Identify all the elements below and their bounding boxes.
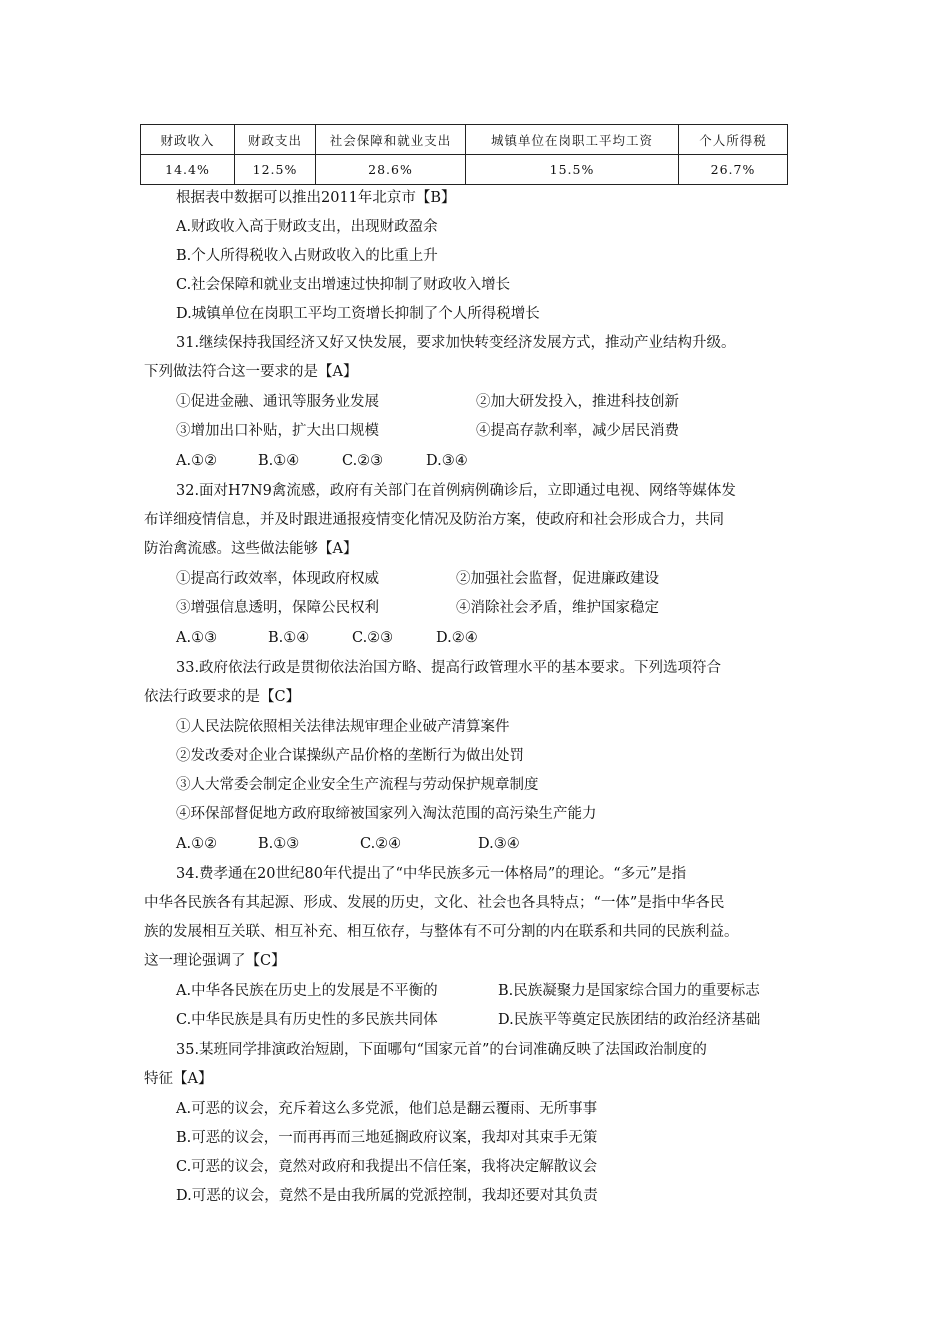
question-stem: 中华各民族各有其起源、形成、发展的历史，文化、社会也各具特点；“一体”是指中华各民 xyxy=(144,895,725,911)
question-stem: 族的发展相互关联、相互补充、相互依存，与整体有不可分割的内在联系和共同的民族利益。 xyxy=(144,924,739,940)
table-cell: 26.7% xyxy=(679,155,788,185)
answer-option: B.民族凝聚力是国家综合国力的重要标志 xyxy=(498,983,760,999)
question-stem: 特征【A】 xyxy=(144,1071,213,1087)
question-stem: 35.某班同学排演政治短剧，下面哪句“国家元首”的台词准确反映了法国政治制度的 xyxy=(176,1042,707,1058)
question-stem: 34.费孝通在20世纪80年代提出了“中华民族多元一体格局”的理论。“多元”是指 xyxy=(176,866,687,882)
answer-option: D.可恶的议会，竟然不是由我所属的党派控制，我却还要对其负责 xyxy=(176,1188,598,1204)
answer-option: A.中华各民族在历史上的发展是不平衡的 xyxy=(176,983,438,999)
statement-item: ③增加出口补贴，扩大出口规模 xyxy=(176,423,379,439)
answer-option: C.可恶的议会，竟然对政府和我提出不信任案，我将决定解散议会 xyxy=(176,1159,598,1175)
answer-choice: C.②③ xyxy=(352,630,394,646)
statement-item: ③人大常委会制定企业安全生产流程与劳动保护规章制度 xyxy=(176,777,539,793)
answer-choice: C.②③ xyxy=(342,453,384,469)
answer-choice: D.③④ xyxy=(426,453,468,469)
answer-option: B.个人所得税收入占财政收入的比重上升 xyxy=(176,248,438,264)
statement-item: ①促进金融、通讯等服务业发展 xyxy=(176,394,379,410)
table-header-row xyxy=(141,125,788,155)
answer-choice: A.①② xyxy=(176,836,218,852)
statement-item: ②加大研发投入，推进科技创新 xyxy=(476,394,679,410)
answer-option: C.社会保障和就业支出增速过快抑制了财政收入增长 xyxy=(176,277,511,293)
question-stem: 下列做法符合这一要求的是【A】 xyxy=(144,364,358,380)
table-header-cell: 财政支出 xyxy=(235,125,316,155)
answer-choice: A.①② xyxy=(176,453,218,469)
answer-option: D.城镇单位在岗职工平均工资增长抑制了个人所得税增长 xyxy=(176,306,540,322)
answer-choice: D.②④ xyxy=(436,630,478,646)
question-stem: 布详细疫情信息，并及时跟进通报疫情变化情况及防治方案，使政府和社会形成合力，共同 xyxy=(144,512,724,528)
table-row xyxy=(141,155,788,185)
answer-choice: A.①③ xyxy=(176,630,218,646)
question-stem: 防治禽流感。这些做法能够【A】 xyxy=(144,541,358,557)
statement-item: ④消除社会矛盾，维护国家稳定 xyxy=(456,600,659,616)
statement-item: ①人民法院依照相关法律法规审理企业破产清算案件 xyxy=(176,719,510,735)
table-header-cell: 社会保障和就业支出 xyxy=(316,125,466,155)
answer-option: D.民族平等奠定民族团结的政治经济基础 xyxy=(498,1012,761,1028)
statement-item: ①提高行政效率，体现政府权威 xyxy=(176,571,379,587)
answer-option: A.财政收入高于财政支出，出现财政盈余 xyxy=(176,219,438,235)
table-header-cell: 财政收入 xyxy=(141,125,235,155)
statement-item: ②发改委对企业合谋操纵产品价格的垄断行为做出处罚 xyxy=(176,748,524,764)
answer-option: B.可恶的议会，一而再再而三地延搁政府议案，我却对其束手无策 xyxy=(176,1130,598,1146)
question-stem: 31.继续保持我国经济又好又快发展，要求加快转变经济发展方式，推动产业结构升级。 xyxy=(176,335,736,351)
statistics-table xyxy=(140,124,788,185)
statement-item: ③增强信息透明，保障公民权利 xyxy=(176,600,379,616)
question-stem: 33.政府依法行政是贯彻依法治国方略、提高行政管理水平的基本要求。下列选项符合 xyxy=(176,660,722,676)
question-stem: 这一理论强调了【C】 xyxy=(144,953,286,969)
answer-choice: C.②④ xyxy=(360,836,402,852)
answer-option: C.中华民族是具有历史性的多民族共同体 xyxy=(176,1012,438,1028)
question-stem: 32.面对H7N9禽流感，政府有关部门在首例病例确诊后，立即通过电视、网络等媒体发 xyxy=(176,483,736,499)
answer-choice: D.③④ xyxy=(478,836,520,852)
statement-item: ④环保部督促地方政府取缔被国家列入淘汰范围的高污染生产能力 xyxy=(176,806,597,822)
question-stem: 依法行政要求的是【C】 xyxy=(144,689,301,705)
table-header-cell: 个人所得税 xyxy=(679,125,788,155)
answer-option: A.可恶的议会，充斥着这么多党派，他们总是翻云覆雨、无所事事 xyxy=(176,1101,598,1117)
table-cell: 28.6% xyxy=(316,155,466,185)
statement-item: ④提高存款利率，减少居民消费 xyxy=(476,423,679,439)
statement-item: ②加强社会监督，促进廉政建设 xyxy=(456,571,659,587)
table-cell: 15.5% xyxy=(466,155,679,185)
table-cell: 12.5% xyxy=(235,155,316,185)
table-header-cell: 城镇单位在岗职工平均工资 xyxy=(466,125,679,155)
answer-choice: B.①③ xyxy=(258,836,300,852)
question-stem: 根据表中数据可以推出2011年北京市【B】 xyxy=(176,190,456,206)
table-cell: 14.4% xyxy=(141,155,235,185)
answer-choice: B.①④ xyxy=(268,630,310,646)
answer-choice: B.①④ xyxy=(258,453,300,469)
